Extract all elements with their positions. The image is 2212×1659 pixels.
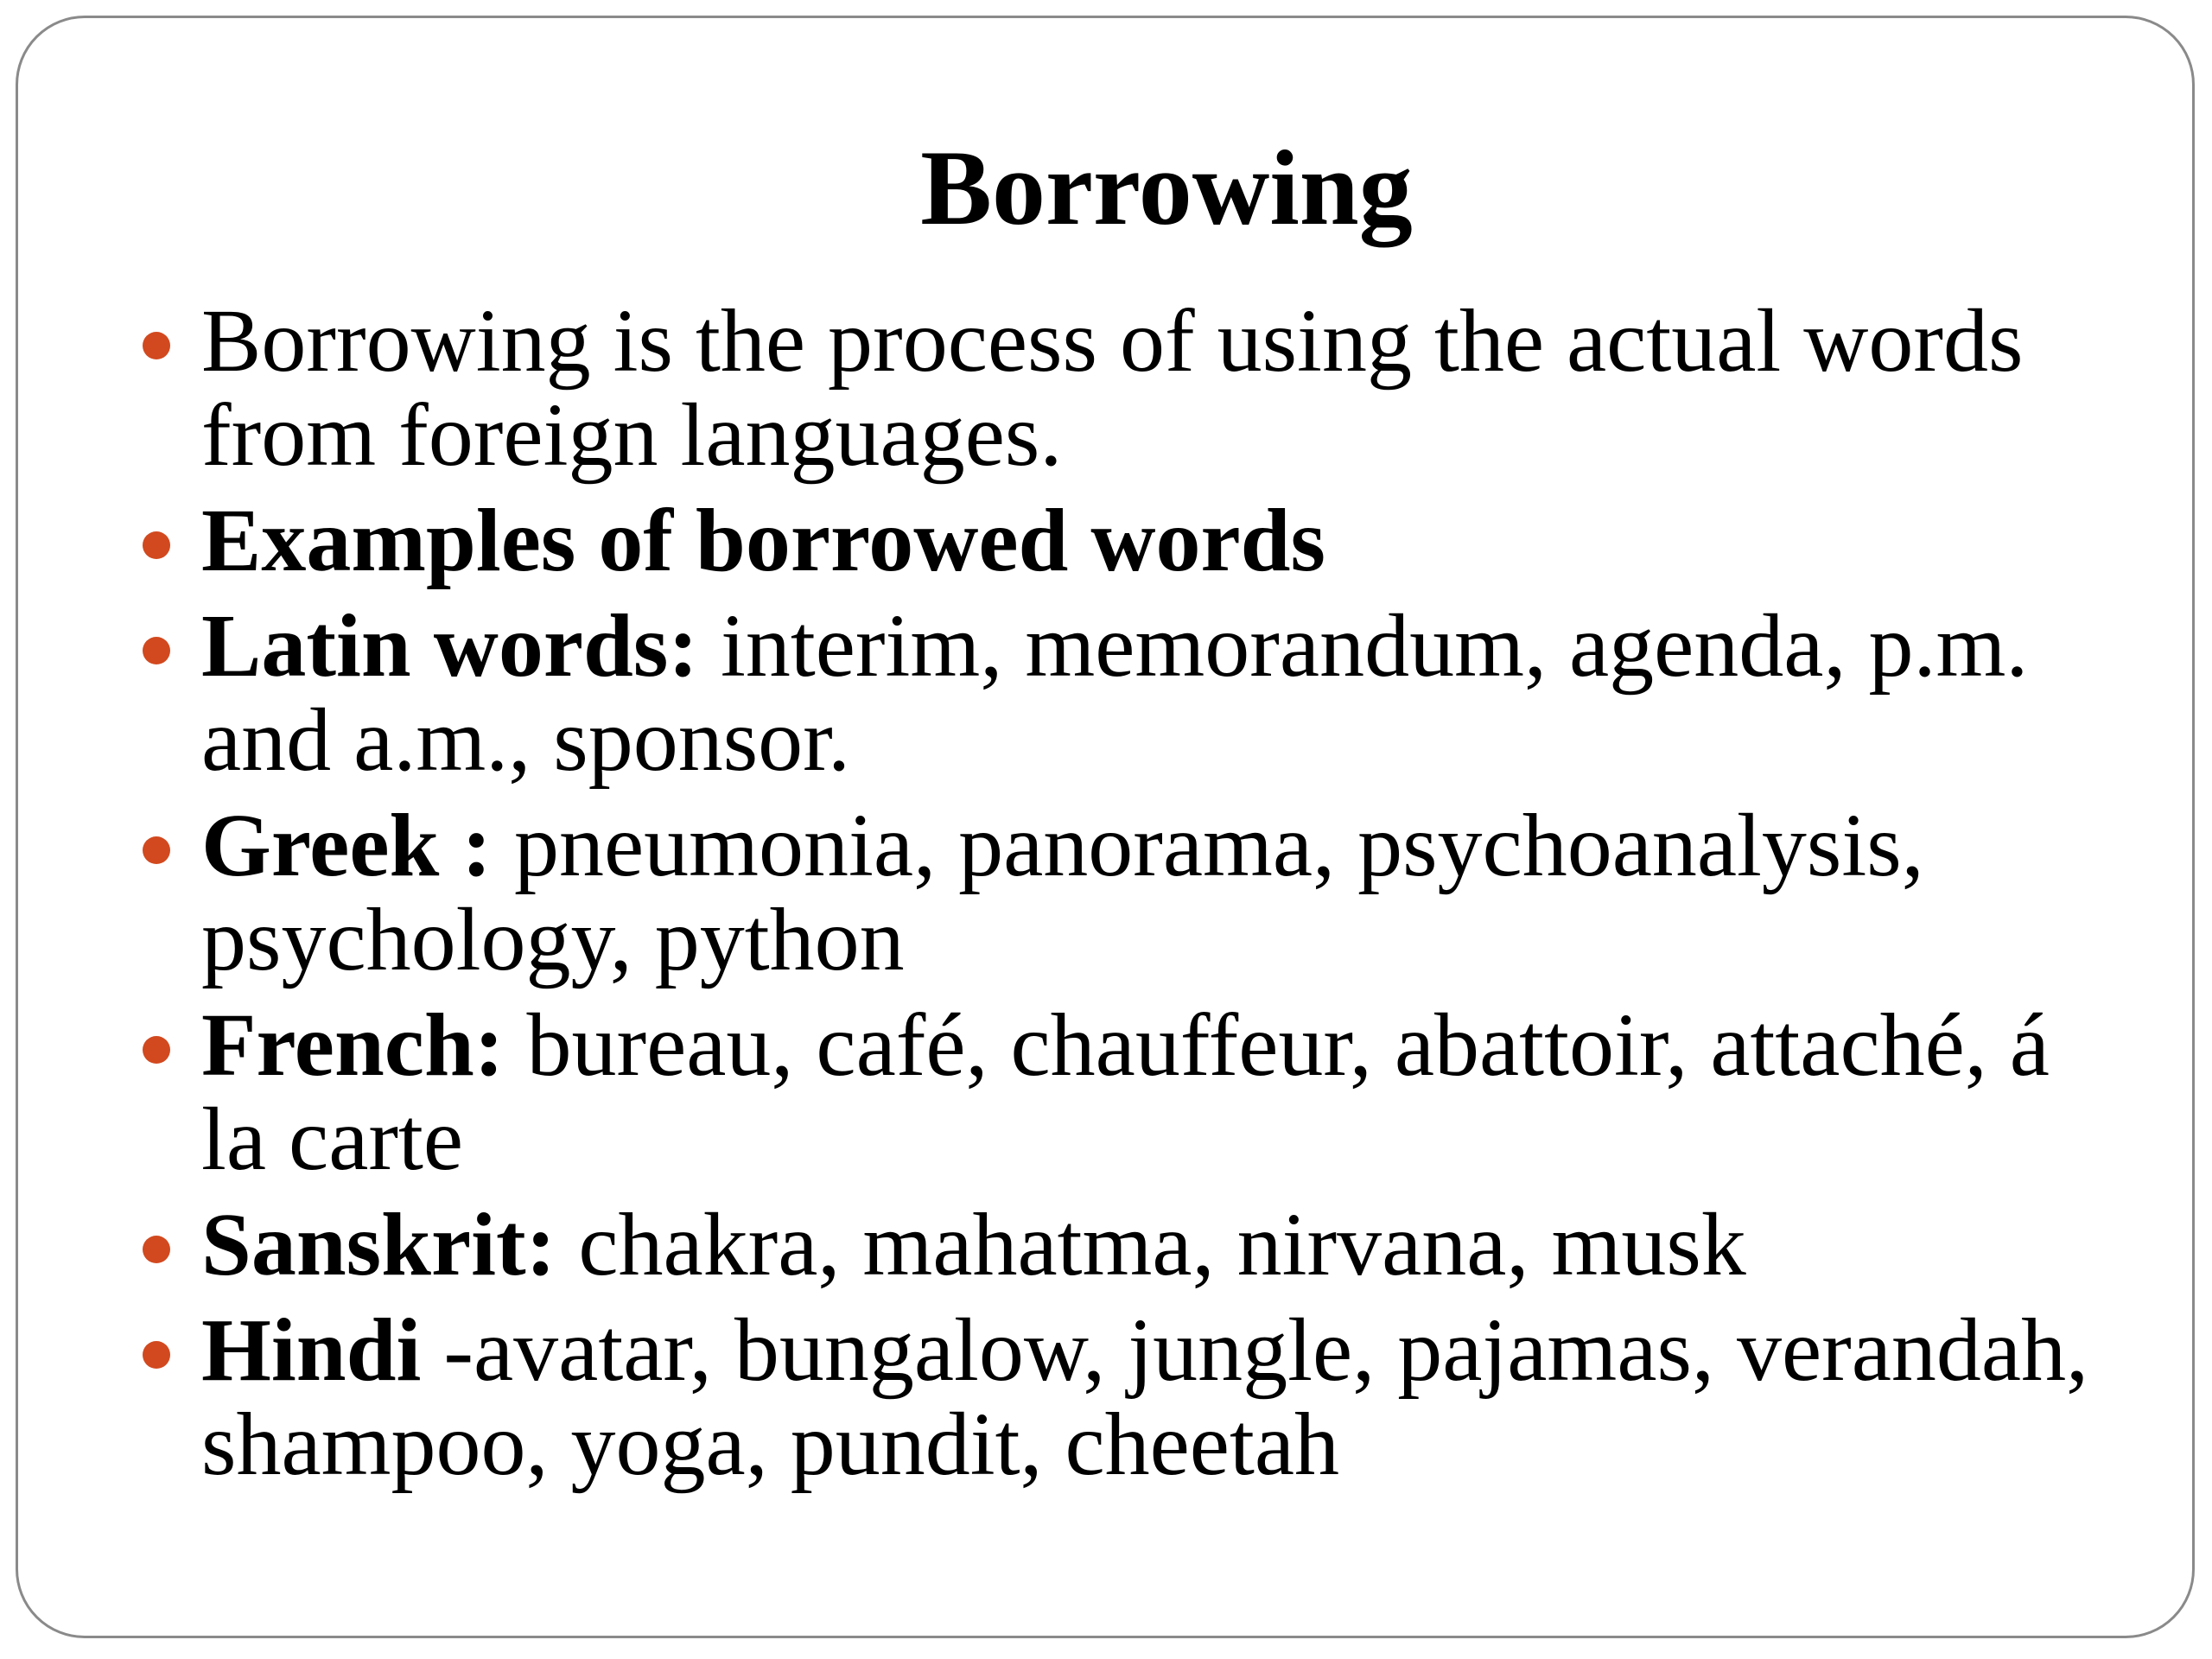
bullet-greek xyxy=(138,798,2091,987)
bullet-text: interim, memorandum, agenda, p.m. and a.m., sponsor. xyxy=(201,596,2029,790)
bullet-hindi xyxy=(138,1300,2091,1494)
bullet-text: bureau, café, chauffeur, abattoir, attaché, á la carte xyxy=(201,995,2050,1189)
bullet-french xyxy=(138,995,2091,1189)
bullet-bold-text: Latin words: xyxy=(201,596,698,696)
bullet-dot-icon xyxy=(143,1036,170,1064)
bullet-sanskrit xyxy=(138,1195,2091,1294)
bullet-bold-text: Examples of borrowed words xyxy=(201,491,1325,590)
bullet-dot-icon xyxy=(143,531,170,559)
bullet-text: -avatar, bungalow, jungle, pajamas, verandah, shampoo, yoga, pundit, cheetah xyxy=(201,1300,2089,1494)
bullet-latin xyxy=(138,596,2091,790)
bullet-text: Borrowing is the process of using the actual words from foreign languages. xyxy=(201,291,2024,485)
bullet-text: chakra, mahatma, nirvana, musk xyxy=(556,1195,1746,1294)
bullet-bold-text: Greek : xyxy=(201,796,492,895)
bullet-dot-icon xyxy=(143,637,170,664)
bullet-examples-heading xyxy=(138,493,2091,588)
bullet-text: pneumonia, panorama, psychoanalysis, psychology, python xyxy=(201,796,1924,989)
bullet-bold-text: French: xyxy=(201,995,505,1095)
bullet-dot-icon xyxy=(143,1236,170,1263)
bullet-definition xyxy=(138,291,2091,485)
bullet-list xyxy=(138,291,2091,1503)
bullet-dot-icon xyxy=(143,836,170,864)
bullet-bold-text: Hindi xyxy=(201,1300,422,1400)
bullet-bold-text: Sanskrit: xyxy=(201,1195,556,1294)
bullet-dot-icon xyxy=(143,332,170,359)
bullet-dot-icon xyxy=(143,1341,170,1369)
slide-title: Borrowing xyxy=(920,129,1413,247)
